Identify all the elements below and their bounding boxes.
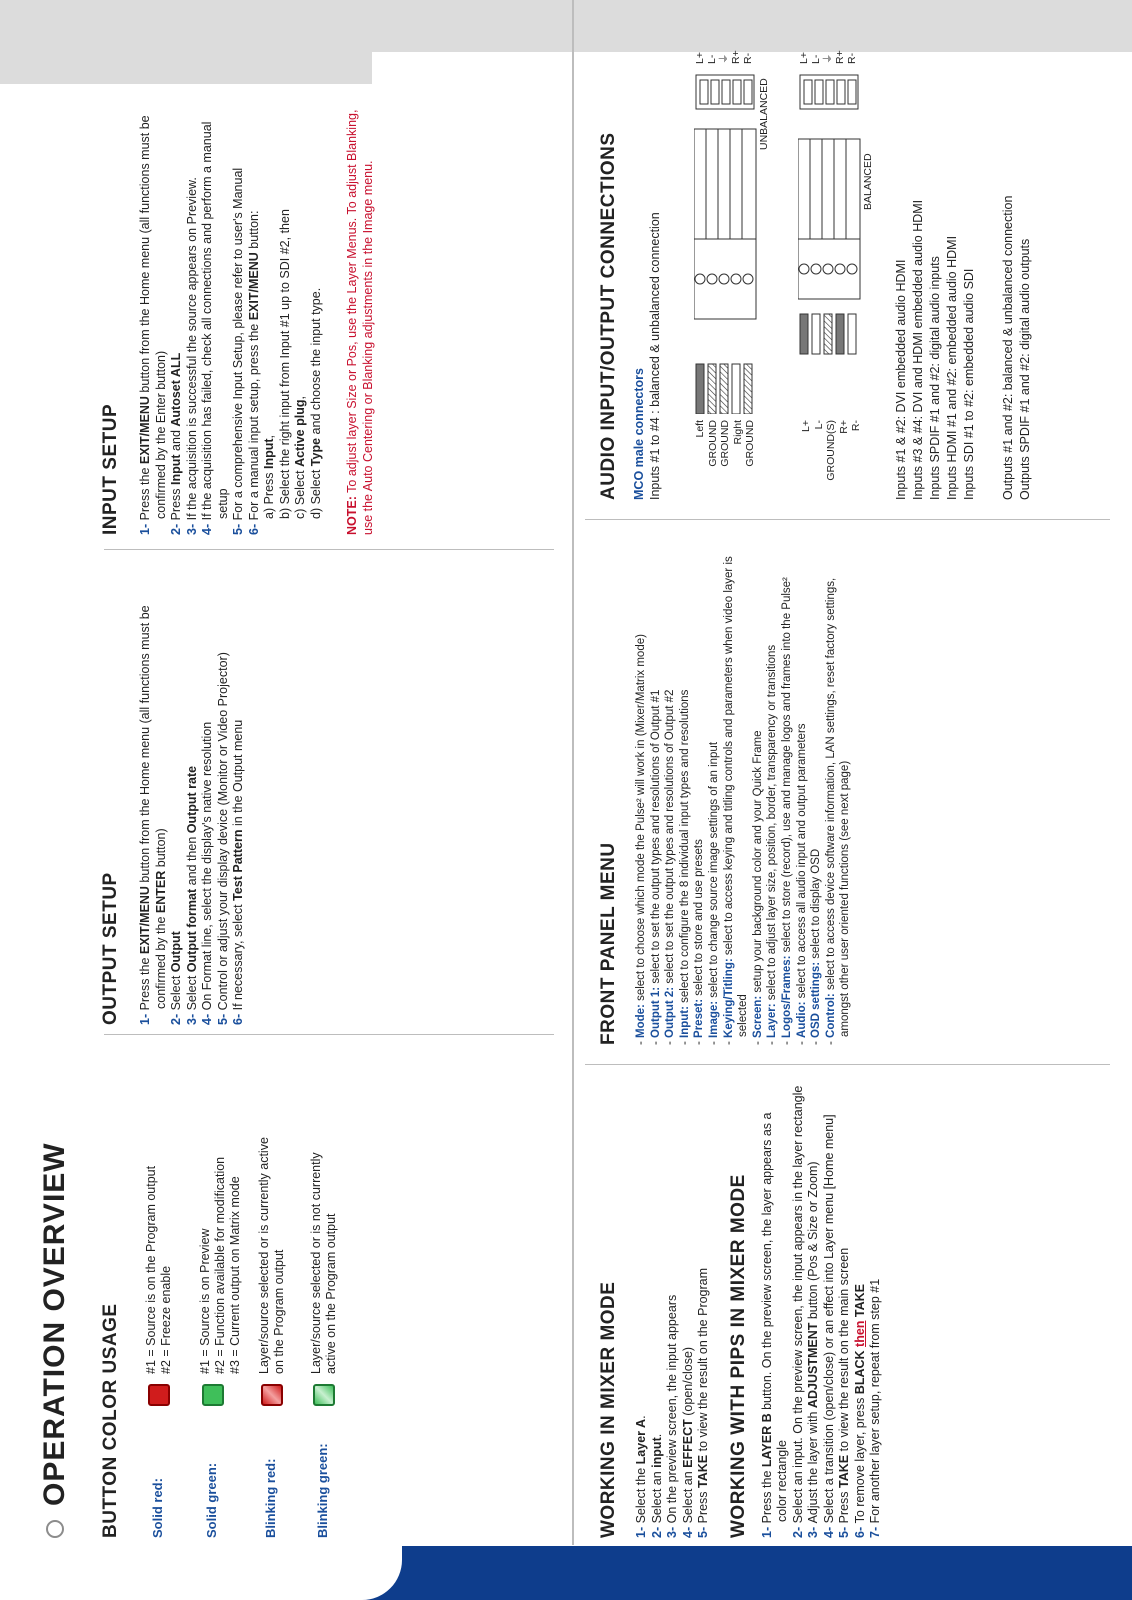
audio-subheading: MCO male connectors (632, 368, 646, 500)
mixer-step (696, 1083, 712, 1538)
step-text: Select Output format and then Output rate (184, 765, 199, 1011)
menu-entry (795, 535, 810, 1045)
output-setup-section (100, 585, 247, 1025)
step-text: If necessary, select Test Pattern in the Output menu (231, 719, 245, 1011)
color-desc: #2 = Freeze enable (159, 1265, 173, 1374)
output-step (216, 585, 232, 1025)
wire-label: L- (812, 420, 825, 430)
bullet: - (751, 1037, 764, 1045)
menu-desc: select to choose which mode the Pulse² will work in (Mixer/Matrix mode) (635, 634, 647, 1005)
step-number: 5- (215, 1010, 230, 1025)
solid-green-swatch (202, 1384, 224, 1406)
mixer-section (598, 1083, 884, 1538)
input-step (231, 105, 247, 535)
menu-key: Keying/Titling: (722, 958, 735, 1038)
bullet: - (664, 1037, 677, 1045)
pips-list (760, 1083, 884, 1538)
pin-label: L+ (694, 52, 706, 64)
pips-heading: WORKING WITH PIPS IN MIXER MODE (727, 1174, 749, 1538)
blinking-green-swatch (313, 1384, 335, 1406)
output-setup-heading: OUTPUT SETUP (100, 872, 121, 1025)
menu-desc: select to set the output types and resolutions of Output #1 (649, 689, 662, 987)
button-color-section (100, 1068, 353, 1538)
step-text: To remove layer, press BLACK then TAKE (852, 1284, 867, 1524)
menu-desc: select to set the output types and resolutions of Output #2 (664, 689, 677, 987)
color-desc: Layer/source selected or is not currently (309, 1152, 323, 1374)
output-step (185, 585, 201, 1025)
front-panel-heading: FRONT PANEL MENU (598, 842, 619, 1045)
output-step (138, 585, 169, 1025)
bullet: - (824, 1037, 837, 1045)
menu-key: Mode: (635, 1004, 647, 1038)
note-label: NOTE: (345, 496, 359, 535)
step-number: 2- (169, 1010, 183, 1025)
pin-label: R- (846, 52, 858, 64)
menu-key: Screen: (751, 995, 764, 1038)
color-desc: on the Program output (272, 1249, 286, 1374)
pin-label: L- (706, 54, 718, 64)
audio-input-item: Inputs SPDIF #1 and #2: digital audio inputs (928, 256, 942, 500)
bullet: - (649, 1037, 662, 1045)
mixer-list (634, 1083, 712, 1538)
pips-step (868, 1083, 884, 1538)
output-setup-list (138, 585, 247, 1025)
bullet: - (693, 1037, 706, 1045)
wire-label: Left (694, 420, 706, 438)
step-number: 4- (821, 1523, 836, 1538)
step-text: Select Output (169, 931, 183, 1011)
blinking-red-swatch (261, 1384, 283, 1406)
menu-entry (649, 535, 664, 1045)
input-setup-heading: INPUT SETUP (100, 403, 121, 535)
page-title-row (38, 1142, 72, 1538)
audio-output-item: Outputs SPDIF #1 and #2: digital audio outputs (1018, 238, 1032, 500)
step-text: Press Input and Autoset ALL (169, 352, 183, 521)
pin-label: L+ (798, 52, 810, 64)
color-desc: #1 = Source is on the Program output (144, 1165, 158, 1374)
step-text: Control or adjust your display device (Monitor or Video Projector) (215, 652, 230, 1011)
audio-input-item: Inputs SDI #1 to #2: embedded audio SDI (962, 268, 976, 500)
step-number: 3- (665, 1523, 679, 1538)
step-text: Select the Layer A. (634, 1415, 648, 1524)
step-number: 6- (246, 520, 261, 535)
menu-entry (780, 535, 795, 1045)
color-desc: active on the Program output (324, 1213, 338, 1374)
menu-key: Output 1: (649, 986, 662, 1038)
menu-desc: select to store and use presets (693, 839, 706, 999)
step-text: For a comprehensive Input Setup, please refer to user's Manual (231, 167, 245, 521)
menu-key: Image: (707, 1000, 720, 1038)
step-number: 5- (837, 1523, 851, 1538)
output-step (169, 585, 185, 1025)
button-color-row (257, 1068, 287, 1538)
pips-step (822, 1083, 838, 1538)
step-text: If the acquisition is successful the source appears on Preview. (184, 177, 199, 521)
menu-desc: select to access all audio input and output parameters (795, 723, 808, 1002)
step-number: 6- (852, 1523, 867, 1538)
step-number: 1- (138, 1010, 152, 1025)
step-text: Select an input. (649, 1433, 664, 1524)
color-desc: #3 = Current output on Matrix mode (228, 1176, 242, 1374)
wire-label: GROUND (706, 420, 719, 467)
step-number: 4- (680, 1523, 695, 1538)
menu-entry (707, 535, 722, 1045)
pin-label: L- (810, 54, 822, 64)
step-number: 7- (868, 1523, 882, 1538)
pips-step (853, 1083, 869, 1538)
pips-step (806, 1083, 822, 1538)
balanced-caption: BALANCED (862, 153, 874, 210)
step-number: 1- (634, 1523, 648, 1538)
step-number: 1- (759, 1523, 774, 1538)
audio-input-item: Inputs #1 & #2: DVI embedded audio HDMI (894, 259, 908, 500)
step-number: 3- (184, 520, 199, 535)
page-title: OPERATION OVERVIEW (38, 1142, 71, 1506)
bullet: - (707, 1037, 720, 1045)
step-number: 2- (169, 520, 183, 535)
step-text: Press TAKE to view the result on the main screen (837, 1247, 851, 1524)
input-setup-list (138, 105, 324, 535)
step-number: 3- (806, 1523, 820, 1538)
step-text: If the acquisition has failed, check all connections and perform a manual setup (200, 121, 230, 521)
pin-label: R- (742, 52, 754, 64)
color-label: Solid green: (204, 1462, 219, 1538)
bullet: - (722, 1037, 735, 1045)
step-text: Select an EFFECT (open/close) (680, 1346, 695, 1524)
step-text: Press the LAYER B button. On the preview screen, the layer appears as a color rectangle (759, 1112, 789, 1524)
wire-label: R+ (837, 420, 850, 434)
menu-desc: select to change source image settings of an input (707, 741, 720, 1001)
mixer-step (681, 1083, 697, 1538)
menu-desc: select to access keying and titling controls and parameters when video layer is selected (722, 556, 750, 1037)
menu-entry (663, 535, 678, 1045)
step-text: Adjust the layer with ADJUSTMENT button (Pos & Size or Zoom) (806, 1161, 820, 1524)
menu-entry (692, 535, 707, 1045)
step-text: Press TAKE to view the result on the Program (696, 1267, 710, 1524)
menu-desc: setup your background color and your Quick Frame (751, 730, 764, 996)
audio-outputs-list (1000, 196, 1034, 500)
color-desc: Layer/source selected or is currently active (257, 1137, 271, 1374)
column-divider (104, 549, 554, 550)
pin-label: ⏚ (822, 53, 834, 64)
step-number: 4- (200, 520, 214, 535)
menu-entry (634, 535, 649, 1045)
button-color-row (144, 1068, 174, 1538)
audio-subtext: Inputs #1 to #4 : balanced & unbalanced connection (647, 212, 662, 500)
menu-key: OSD settings: (810, 961, 823, 1038)
menu-entry (809, 535, 824, 1045)
pips-step (791, 1083, 807, 1538)
front-panel-section (598, 535, 853, 1045)
wire-label: R- (850, 420, 862, 432)
wire-label: L+ (800, 420, 812, 432)
menu-desc: select to store (record), use and manage logos and frames into the Pulse² (780, 577, 793, 956)
step-number: 1- (138, 520, 152, 535)
button-color-row (198, 1068, 243, 1538)
step-text: On the preview screen, the input appears (665, 1294, 679, 1524)
pin-label: R+ (834, 50, 846, 64)
step-text: Press the EXIT/MENU button from the Home menu (all functions must be confirmed by the Enter button) (138, 115, 168, 521)
pips-step (760, 1083, 791, 1538)
color-label: Blinking red: (263, 1458, 278, 1538)
step-number: 5- (696, 1523, 710, 1538)
row-divider (572, 0, 574, 1545)
step-number: 6- (231, 1010, 245, 1025)
menu-key: Output 2: (664, 986, 677, 1038)
menu-entry (751, 535, 766, 1045)
bullet: - (795, 1037, 808, 1045)
mixer-step (650, 1083, 666, 1538)
audio-inputs-list (893, 200, 978, 500)
step-text: For a manual input setup, press the EXIT/MENU button: a) Press Input, b) Select the right input from Input #1 up to SDI #2, then c) Select Active plug, d) Select Type and choose the input type. (246, 209, 323, 521)
step-text: Select a transition (open/close) or an effect into Layer menu [Home menu] (821, 1114, 836, 1524)
step-number: 2- (790, 1523, 805, 1538)
menu-desc: select to display OSD (810, 848, 823, 962)
wire-label: GROUND(S) (825, 420, 837, 481)
column-divider (104, 1034, 554, 1035)
circle-icon (46, 1520, 64, 1538)
input-step (200, 105, 231, 535)
wire-label: GROUND (744, 420, 756, 467)
menu-key: Control: (824, 993, 837, 1038)
step-text: For another layer setup, repeat from step #1 (868, 1278, 882, 1524)
step-text: Select an input. On the preview screen, the input appears in the layer rectangle (790, 1085, 805, 1524)
color-label: Solid red: (150, 1478, 165, 1538)
audio-input-item: Inputs HDMI #1 and #2: embedded audio HDMI (945, 235, 959, 500)
menu-key: Preset: (693, 998, 706, 1038)
wire-label: Right (731, 420, 744, 445)
wire-label: GROUND (719, 420, 731, 467)
step-number: 2- (649, 1523, 664, 1538)
input-step (247, 105, 325, 535)
column-divider (585, 519, 1110, 520)
bullet: - (766, 1037, 779, 1045)
menu-desc: select to access device software information, LAN settings, reset factory settings, amongst other user oriented functions (see next page) (824, 577, 852, 1037)
menu-key: Input: (678, 1006, 691, 1038)
menu-desc: select to adjust layer size, position, border, transparency or transitions (766, 644, 779, 1004)
front-panel-list (634, 535, 853, 1045)
bullet: - (635, 1037, 647, 1045)
menu-desc: select to configure the 8 individual input types and resolutions (678, 689, 691, 1007)
color-label: Blinking green: (315, 1443, 330, 1538)
menu-entry (722, 535, 751, 1045)
output-step (200, 585, 216, 1025)
step-text: Press the EXIT/MENU button from the Home menu (all functions must be confirmed by the ENTER button) (138, 605, 168, 1011)
menu-key: Layer: (766, 1003, 779, 1038)
solid-red-swatch (148, 1384, 170, 1406)
menu-entry (765, 535, 780, 1045)
balanced-connector-icon (798, 34, 878, 414)
note-text: To adjust layer Size or Pos, use the Layer Menus. To adjust Blanking, use the Auto Centering or Blanking adjustments in the Image menu. (345, 109, 375, 535)
mixer-heading: WORKING IN MIXER MODE (598, 1281, 619, 1538)
input-note (344, 105, 376, 535)
step-text: On Format line, select the display's native resolution (200, 721, 214, 1011)
bullet: - (780, 1037, 793, 1045)
unbalanced-caption: UNBALANCED (758, 78, 770, 150)
pin-label: ⏚ (718, 53, 730, 64)
output-step (231, 585, 247, 1025)
audio-output-item: Outputs #1 and #2: balanced & unbalanced connection (1001, 195, 1015, 500)
step-number: 4- (200, 1010, 214, 1025)
step-number: 5- (231, 520, 245, 535)
bullet: - (810, 1037, 823, 1045)
color-desc: #2 = Function available for modification (213, 1156, 227, 1374)
audio-input-item: Inputs #3 & #4: DVI and HDMI embedded audio HDMI (911, 199, 925, 500)
button-color-heading: BUTTON COLOR USAGE (100, 1303, 121, 1538)
pin-label: R+ (730, 50, 742, 64)
menu-key: Audio: (795, 1001, 808, 1038)
mixer-step (665, 1083, 681, 1538)
audio-heading: AUDIO INPUT/OUTPUT CONNECTIONS (598, 132, 619, 500)
input-step (138, 105, 169, 535)
audio-section (598, 10, 1032, 500)
pips-step (837, 1083, 853, 1538)
menu-entry (678, 535, 693, 1045)
color-desc: #1 = Source is on Preview (198, 1228, 212, 1374)
bullet: - (678, 1037, 691, 1045)
input-step (169, 105, 185, 535)
input-setup-section (100, 105, 376, 535)
step-number: 3- (184, 1010, 199, 1025)
button-color-row (309, 1068, 339, 1538)
mixer-step (634, 1083, 650, 1538)
column-divider (585, 1064, 1110, 1065)
input-step (185, 105, 201, 535)
menu-entry (824, 535, 853, 1045)
menu-key: Logos/Frames: (780, 955, 793, 1038)
